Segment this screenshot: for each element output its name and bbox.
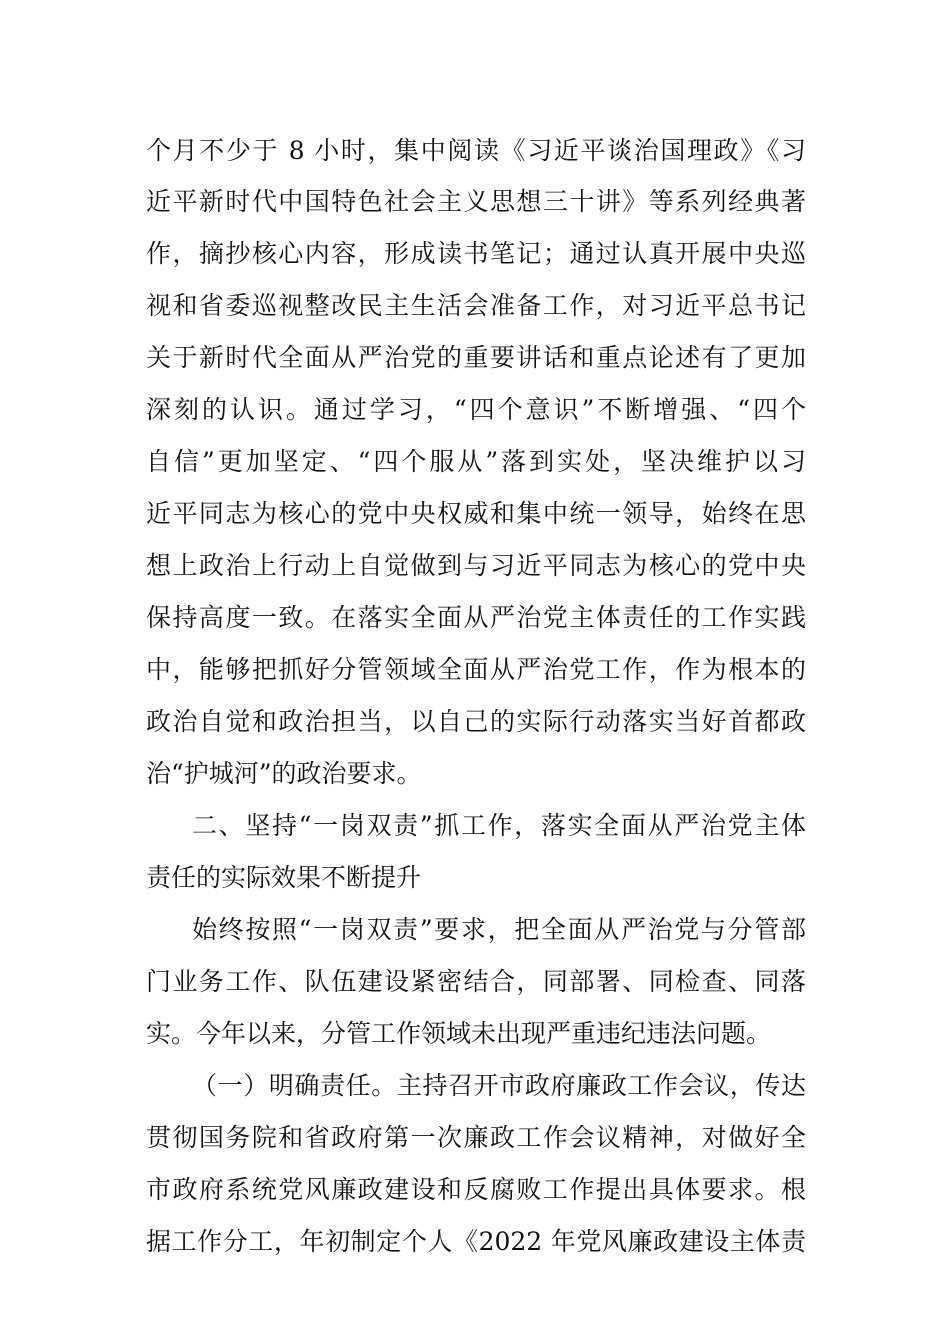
body-line-13: 治“护城河”的政治要求。 bbox=[146, 759, 422, 788]
body-line-2: 近平新时代中国特色社会主义思想三十讲》等系列经典著 bbox=[146, 187, 806, 216]
body-line-9: 想上政治上行动上自觉做到与习近平同志为核心的党中央 bbox=[146, 551, 806, 580]
body-line-5: 关于新时代全面从严治党的重要讲话和重点论述有了更加 bbox=[146, 343, 806, 372]
body-line-11: 中，能够把抓好分管领域全面从严治党工作，作为根本的 bbox=[146, 655, 806, 684]
section-heading-line-1: 二、坚持“一岗双责”抓工作，落实全面从严治党主体 bbox=[192, 811, 806, 840]
body-line-4: 视和省委巡视整改民主生活会准备工作，对习近平总书记 bbox=[146, 291, 806, 320]
body-line-3: 作，摘抄核心内容，形成读书笔记；通过认真开展中央巡 bbox=[146, 239, 806, 268]
body-line-8: 近平同志为核心的党中央权威和集中统一领导，始终在思 bbox=[146, 499, 806, 528]
body-line-10: 保持高度一致。在落实全面从严治党主体责任的工作实践 bbox=[146, 603, 806, 632]
body-line-7: 自信”更加坚定、“四个服从”落到实处，坚决维护以习 bbox=[146, 447, 806, 476]
body-line-1: 个月不少于 8 小时，集中阅读《习近平谈治国理政》《习 bbox=[146, 136, 806, 165]
subsection-line-3: 市政府系统党风廉政建设和反腐败工作提出具体要求。根 bbox=[146, 1175, 806, 1204]
body-line-14: 始终按照“一岗双责”要求，把全面从严治党与分管部 bbox=[192, 915, 806, 944]
subsection-line-4: 据工作分工，年初制定个人《2022 年党风廉政建设主体责 bbox=[146, 1227, 806, 1256]
body-line-16: 实。今年以来，分管工作领域未出现严重违纪违法问题。 bbox=[146, 1019, 772, 1048]
body-line-6: 深刻的认识。通过学习，“四个意识”不断增强、“四个 bbox=[146, 395, 806, 424]
subsection-line-1: （一）明确责任。主持召开市政府廉政工作会议，传达 bbox=[192, 1071, 806, 1100]
section-heading-line-2: 责任的实际效果不断提升 bbox=[146, 863, 422, 892]
body-line-15: 门业务工作、队伍建设紧密结合，同部署、同检查、同落 bbox=[146, 967, 806, 996]
subsection-line-2: 贯彻国务院和省政府第一次廉政工作会议精神，对做好全 bbox=[146, 1123, 806, 1152]
body-line-12: 政治自觉和政治担当，以自己的实际行动落实当好首都政 bbox=[146, 707, 806, 736]
